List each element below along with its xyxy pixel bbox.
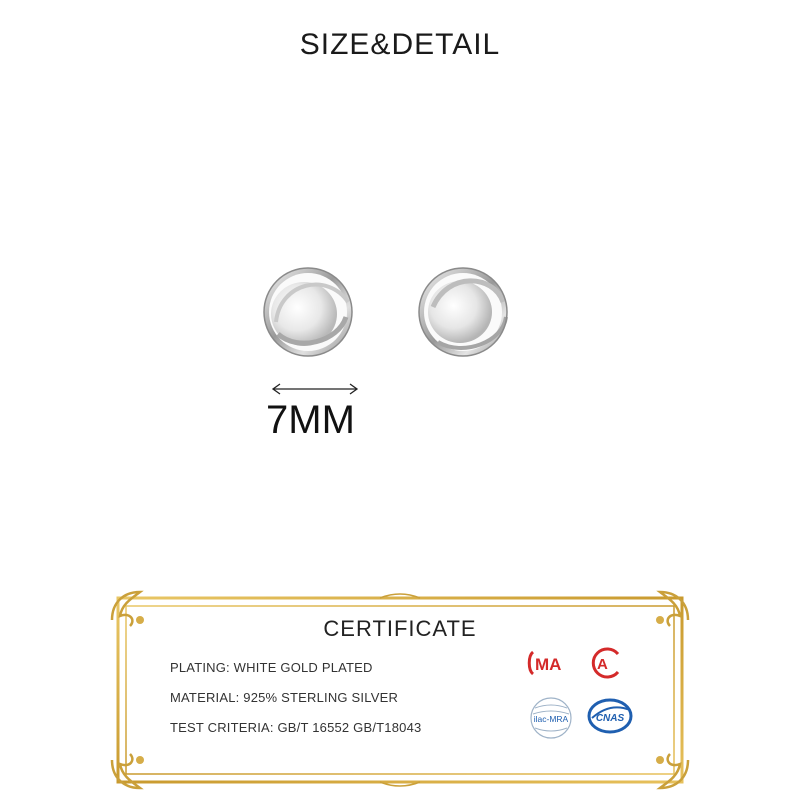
cal-logo-icon [588, 646, 624, 680]
certificate-title: CERTIFICATE [323, 616, 477, 641]
cnas-logo-icon [586, 696, 634, 736]
cma-logo-icon [527, 648, 573, 678]
page-title: SIZE&DETAIL [299, 28, 501, 61]
stud-earring-left-icon [258, 262, 358, 362]
stud-earring-right-icon [408, 262, 528, 362]
plating-text: PLATING: WHITE GOLD PLATED [170, 660, 373, 675]
cal-logo-text: A [597, 656, 608, 673]
ilac-logo-text: ilac-MRA [533, 714, 569, 724]
test-criteria-text: TEST CRITERIA: GB/T 16552 GB/T18043 [170, 720, 422, 735]
size-label: 7MM [266, 398, 355, 442]
ilac-mra-logo-icon [527, 694, 575, 742]
cnas-logo-text: CNAS [595, 713, 625, 724]
material-text: MATERIAL: 925% STERLING SILVER [170, 690, 399, 705]
cma-logo-text: MA [535, 655, 562, 674]
dimension-arrow-icon [270, 382, 360, 396]
